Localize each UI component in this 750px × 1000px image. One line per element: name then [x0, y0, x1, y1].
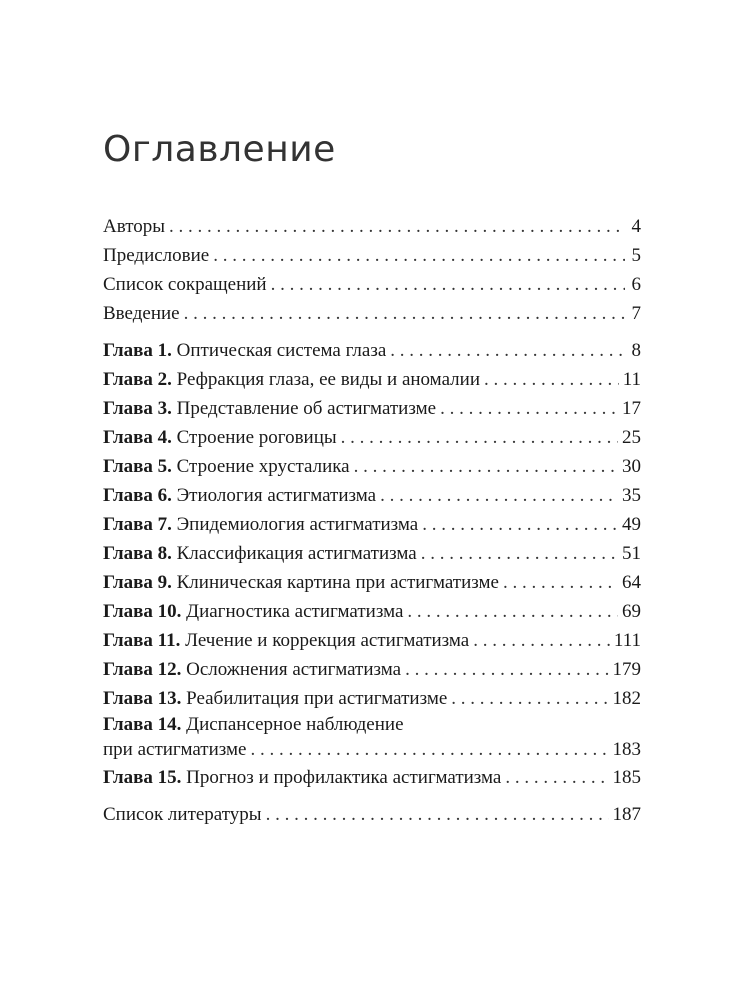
toc-entry-chapter-10[interactable] — [103, 597, 641, 626]
chapter-prefix: Глава 3. — [103, 398, 172, 419]
toc-entry-chapter-5[interactable] — [103, 452, 641, 481]
toc-entry-title: Осложнения астигматизма — [186, 659, 402, 680]
chapter-prefix: Глава 10. — [103, 601, 182, 622]
dot-leader — [213, 241, 625, 270]
toc-entry-title: Прогноз и профилактика астигматизма — [186, 767, 502, 788]
toc-entry-title: Реабилитация при астигматизме — [186, 688, 448, 709]
toc-entry-authors[interactable] — [103, 212, 641, 241]
toc-entry-title-line1: Диспансерное наблюдение — [186, 714, 404, 735]
toc-entry-title: Введение — [103, 303, 180, 324]
toc-entry-chapter-12[interactable] — [103, 655, 641, 684]
toc-entry-page: 11 — [622, 369, 641, 390]
dot-leader — [266, 800, 609, 829]
toc-entry-page: 5 — [631, 245, 641, 266]
toc-entry-page: 30 — [622, 456, 641, 477]
page-title: Оглавление — [103, 129, 336, 170]
toc-entry-page: 111 — [613, 630, 641, 651]
chapters-list — [103, 336, 641, 792]
dot-leader — [184, 299, 625, 328]
toc-entry-page: 51 — [622, 543, 641, 564]
toc-entry-title: Классификация астигматизма — [176, 543, 417, 564]
dot-leader — [473, 626, 610, 655]
chapter-prefix: Глава 1. — [103, 340, 172, 361]
toc-entry-introduction[interactable] — [103, 299, 641, 328]
chapter-prefix: Глава 11. — [103, 630, 181, 651]
dot-leader — [422, 510, 618, 539]
toc-entry-page: 64 — [622, 572, 641, 593]
toc-entry-title: Клиническая картина при астигматизме — [176, 572, 499, 593]
dot-leader — [341, 423, 618, 452]
dot-leader — [503, 568, 618, 597]
toc-entry-title: Предисловие — [103, 245, 210, 266]
dot-leader — [451, 684, 608, 713]
toc-entry-chapter-2[interactable] — [103, 365, 641, 394]
toc-entry-page: 25 — [622, 427, 641, 448]
dot-leader — [484, 365, 619, 394]
chapter-prefix: Глава 13. — [103, 688, 182, 709]
chapter-prefix: Глава 8. — [103, 543, 172, 564]
dot-leader — [405, 655, 608, 684]
toc-entry-title: Этиология астигматизма — [176, 485, 377, 506]
toc-entry-page: 185 — [612, 767, 641, 788]
toc-entry-page: 6 — [631, 274, 641, 295]
dot-leader — [407, 597, 618, 626]
dot-leader — [250, 737, 608, 763]
toc-entry-page: 187 — [612, 804, 641, 825]
toc-entry-title: Строение хрусталика — [176, 456, 350, 477]
toc-entry-chapter-1[interactable] — [103, 336, 641, 365]
toc-entry-title-line2: при астигматизме — [103, 739, 247, 760]
toc-entry-page: 17 — [622, 398, 641, 419]
toc-entry-page: 179 — [612, 659, 641, 680]
toc-entry-title: Строение роговицы — [176, 427, 337, 448]
chapter-prefix: Глава 4. — [103, 427, 172, 448]
dot-leader — [505, 763, 608, 792]
toc-entry-chapter-9[interactable] — [103, 568, 641, 597]
toc-entry-page: 8 — [631, 340, 641, 361]
dot-leader — [169, 212, 625, 241]
chapter-prefix: Глава 7. — [103, 514, 172, 535]
toc-entry-title: Авторы — [103, 216, 166, 237]
toc-entry-title: Эпидемиология астигматизма — [176, 514, 419, 535]
dot-leader — [380, 481, 618, 510]
toc-page — [103, 128, 641, 829]
toc-entry-title: Рефракция глаза, ее виды и аномалии — [176, 369, 480, 390]
chapter-prefix: Глава 9. — [103, 572, 172, 593]
dot-leader — [421, 539, 618, 568]
dot-leader — [440, 394, 618, 423]
toc-entry-chapter-4[interactable] — [103, 423, 641, 452]
toc-entry-page: 69 — [622, 601, 641, 622]
toc-entry-chapter-11[interactable] — [103, 626, 641, 655]
toc-entry-page: 7 — [631, 303, 641, 324]
chapter-prefix: Глава 12. — [103, 659, 182, 680]
toc-entry-chapter-8[interactable] — [103, 539, 641, 568]
chapter-prefix: Глава 5. — [103, 456, 172, 477]
toc-entry-chapter-14[interactable] — [103, 713, 641, 763]
toc-entry-chapter-3[interactable] — [103, 394, 641, 423]
toc-entry-title: Лечение и коррекция астигматизма — [185, 630, 470, 651]
toc-entry-abbreviations[interactable] — [103, 270, 641, 299]
toc-entry-title: Представление об астигматизме — [176, 398, 437, 419]
chapter-prefix: Глава 2. — [103, 369, 172, 390]
toc-entry-page: 35 — [622, 485, 641, 506]
toc-entry-preface[interactable] — [103, 241, 641, 270]
chapter-prefix: Глава 6. — [103, 485, 172, 506]
toc-entry-page: 4 — [631, 216, 641, 237]
dot-leader — [271, 270, 625, 299]
toc-entry-page: 182 — [612, 688, 641, 709]
back-matter-list — [103, 800, 641, 829]
toc-entry-title: Список литературы — [103, 804, 262, 825]
toc-entry-references[interactable] — [103, 800, 641, 829]
toc-entry-chapter-6[interactable] — [103, 481, 641, 510]
toc-entry-title: Оптическая система глаза — [176, 340, 387, 361]
toc-entry-chapter-13[interactable] — [103, 684, 641, 713]
chapter-prefix: Глава 15. — [103, 767, 182, 788]
toc-entry-page: 183 — [612, 739, 641, 760]
chapter-prefix: Глава 14. — [103, 714, 182, 735]
toc-entry-title: Список сокращений — [103, 274, 267, 295]
front-matter-list — [103, 212, 641, 328]
dot-leader — [354, 452, 618, 481]
toc-entry-chapter-7[interactable] — [103, 510, 641, 539]
toc-entry-page: 49 — [622, 514, 641, 535]
dot-leader — [390, 336, 625, 365]
toc-entry-chapter-15[interactable] — [103, 763, 641, 792]
toc-entry-title: Диагностика астигматизма — [186, 601, 404, 622]
